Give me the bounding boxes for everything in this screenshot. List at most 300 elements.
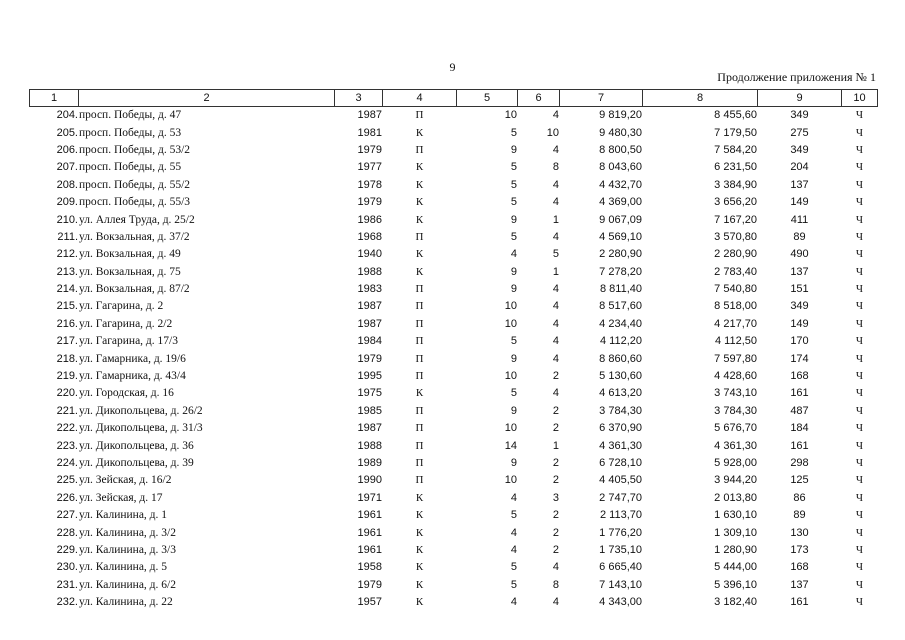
cell-floors: 9 [510,265,517,278]
cell-row-number: 206. [56,143,78,156]
cell-total-area: 8 800,50 [599,143,642,156]
cell-entrances: 10 [546,126,559,139]
cell-row-number: 210. [56,213,78,226]
cell-total-area: 7 143,10 [599,578,642,591]
cell-ownership-type: Ч [855,561,864,574]
cell-row-number: 223. [56,439,78,452]
cell-living-area: 3 784,30 [714,404,757,417]
cell-wall-material: К [415,126,424,139]
cell-living-area: 1 630,10 [714,509,757,522]
cell-floors: 10 [504,109,517,122]
cell-floors: 9 [510,213,517,226]
cell-entrances: 2 [552,370,559,383]
cell-year-built: 1988 [357,265,382,278]
cell-residents: 137 [790,578,809,591]
cell-wall-material: П [415,439,424,452]
cell-total-area: 4 569,10 [599,230,642,243]
column-header: 1 [30,90,79,107]
cell-residents: 275 [790,126,809,139]
cell-wall-material: П [415,335,424,348]
cell-entrances: 3 [552,491,559,504]
cell-living-area: 2 013,80 [714,491,757,504]
cell-living-area: 7 179,50 [714,126,757,139]
cell-row-number: 209. [56,196,78,209]
cell-living-area: 7 597,80 [714,352,757,365]
cell-residents: 349 [790,300,809,313]
cell-address: ул. Гамарника, д. 43/4 [79,370,186,383]
cell-total-area: 9 819,20 [599,109,642,122]
cell-ownership-type: Ч [855,283,864,296]
cell-wall-material: К [415,265,424,278]
column-header: 9 [758,90,842,107]
cell-row-number: 208. [56,178,78,191]
cell-address: ул. Вокзальная, д. 49 [79,248,181,261]
cell-address: ул. Калинина, д. 1 [79,509,168,522]
cell-living-area: 3 656,20 [714,196,757,209]
cell-living-area: 5 928,00 [714,457,757,469]
column-header: 2 [79,90,335,107]
cell-year-built: 1988 [357,439,382,452]
cell-row-number: 224. [56,457,78,469]
cell-row-number: 214. [56,283,78,296]
cell-total-area: 9 480,30 [599,126,642,139]
cell-year-built: 1958 [357,561,382,574]
cell-residents: 137 [790,178,809,191]
cell-ownership-type: Ч [855,404,864,417]
cell-floors: 10 [504,422,517,435]
cell-wall-material: К [415,248,424,261]
cell-row-number: 211. [57,230,78,243]
cell-year-built: 1983 [357,283,382,296]
cell-year-built: 1995 [357,370,382,383]
table-row [30,229,878,246]
cell-row-number: 225. [56,474,78,487]
cell-year-built: 1971 [357,491,382,504]
cell-wall-material: П [415,422,424,435]
cell-ownership-type: Ч [855,439,864,452]
cell-total-area: 2 113,70 [599,509,642,522]
table-row [30,420,878,437]
cell-row-number: 226. [56,491,78,504]
table-row [30,142,878,159]
cell-ownership-type: Ч [855,213,864,226]
cell-year-built: 1987 [357,109,382,122]
cell-row-number: 230. [56,561,78,574]
cell-year-built: 1978 [357,178,382,191]
cell-row-number: 207. [56,161,78,174]
cell-wall-material: К [415,213,424,226]
cell-wall-material: П [415,230,424,243]
cell-floors: 4 [510,491,517,504]
cell-floors: 5 [510,561,517,574]
cell-floors: 5 [510,387,517,400]
cell-address: просп. Победы, д. 47 [79,109,182,122]
cell-floors: 9 [510,457,517,469]
cell-residents: 161 [790,387,809,400]
cell-entrances: 4 [552,178,559,191]
cell-wall-material: К [415,543,424,556]
cell-year-built: 1975 [357,387,382,400]
cell-floors: 14 [504,439,517,452]
cell-ownership-type: Ч [855,387,864,400]
cell-floors: 4 [510,543,517,556]
table-row [30,594,878,611]
cell-ownership-type: Ч [855,230,864,243]
cell-floors: 10 [504,370,517,383]
cell-residents: 130 [790,526,809,539]
cell-row-number: 221. [56,404,78,417]
cell-year-built: 1984 [357,335,382,348]
cell-ownership-type: Ч [855,526,864,539]
cell-address: ул. Калинина, д. 5 [79,561,168,574]
cell-address: ул. Калинина, д. 3/2 [79,526,176,539]
cell-ownership-type: Ч [855,126,864,139]
cell-residents: 125 [790,474,809,487]
cell-address: просп. Победы, д. 53/2 [79,143,191,156]
cell-row-number: 218. [56,352,78,365]
cell-floors: 5 [510,178,517,191]
cell-ownership-type: Ч [855,422,864,435]
cell-address: ул. Вокзальная, д. 87/2 [79,283,190,296]
cell-entrances: 2 [552,509,559,522]
cell-address: ул. Дикопольцева, д. 39 [79,457,194,469]
cell-wall-material: П [415,404,424,417]
cell-wall-material: К [415,509,424,522]
cell-address: ул. Вокзальная, д. 75 [79,265,181,278]
cell-residents: 161 [790,596,809,609]
table-row [30,350,878,367]
table-body [30,107,878,612]
cell-living-area: 3 944,20 [714,474,757,487]
cell-residents: 349 [790,143,809,156]
cell-living-area: 1 280,90 [714,543,757,556]
cell-wall-material: К [415,596,424,609]
cell-ownership-type: Ч [855,143,864,156]
cell-ownership-type: Ч [855,457,864,469]
cell-floors: 9 [510,352,517,365]
cell-year-built: 1987 [357,300,382,313]
cell-floors: 10 [504,317,517,330]
cell-living-area: 3 182,40 [714,596,757,609]
table-row [30,472,878,489]
column-header: 6 [518,90,560,107]
cell-total-area: 4 361,30 [599,439,642,452]
cell-total-area: 1 776,20 [599,526,642,539]
cell-address: просп. Победы, д. 53 [79,126,182,139]
cell-residents: 173 [790,543,809,556]
cell-wall-material: П [415,283,424,296]
cell-year-built: 1940 [357,248,382,261]
cell-total-area: 6 728,10 [599,457,642,469]
cell-entrances: 2 [552,404,559,417]
cell-total-area: 3 784,30 [599,404,642,417]
table-row [30,107,878,125]
table-row [30,194,878,211]
cell-total-area: 4 343,00 [599,596,642,609]
cell-wall-material: П [415,457,424,469]
cell-wall-material: П [415,370,424,383]
cell-year-built: 1989 [357,457,382,469]
cell-floors: 9 [510,143,517,156]
cell-row-number: 227. [56,509,78,522]
cell-residents: 168 [790,370,809,383]
cell-year-built: 1987 [357,317,382,330]
cell-total-area: 7 278,20 [599,265,642,278]
table-row [30,559,878,576]
table-row [30,455,878,472]
cell-entrances: 2 [552,422,559,435]
housing-registry-table [29,89,878,611]
page-number: 9 [449,60,456,74]
cell-ownership-type: Ч [855,265,864,278]
table-row [30,577,878,594]
cell-floors: 10 [504,474,517,487]
cell-entrances: 4 [552,143,559,156]
cell-wall-material: П [415,474,424,487]
cell-wall-material: К [415,491,424,504]
cell-entrances: 4 [552,352,559,365]
cell-address: просп. Победы, д. 55 [79,161,182,174]
cell-total-area: 2 747,70 [599,491,642,504]
cell-residents: 170 [790,335,809,348]
cell-row-number: 212. [56,248,78,261]
cell-residents: 149 [790,317,809,330]
cell-living-area: 1 309,10 [714,526,757,539]
cell-row-number: 231. [56,578,78,591]
cell-ownership-type: Ч [855,509,864,522]
cell-entrances: 4 [552,317,559,330]
cell-residents: 137 [790,265,809,278]
cell-total-area: 4 405,50 [599,474,642,487]
cell-total-area: 2 280,90 [599,248,642,261]
cell-entrances: 2 [552,457,559,469]
cell-living-area: 3 384,90 [714,178,757,191]
cell-floors: 5 [510,578,517,591]
cell-address: ул. Гагарина, д. 17/3 [79,335,178,348]
cell-address: ул. Городская, д. 16 [79,387,174,400]
cell-entrances: 2 [552,526,559,539]
cell-residents: 89 [793,509,806,522]
cell-living-area: 8 518,00 [714,300,757,313]
cell-year-built: 1979 [357,352,382,365]
cell-entrances: 4 [552,196,559,209]
cell-entrances: 4 [552,230,559,243]
cell-residents: 298 [790,457,809,469]
cell-ownership-type: Ч [855,317,864,330]
cell-wall-material: К [415,387,424,400]
cell-residents: 151 [790,283,809,296]
cell-year-built: 1961 [357,526,382,539]
cell-wall-material: К [415,526,424,539]
cell-total-area: 9 067,09 [599,213,642,226]
cell-ownership-type: Ч [855,596,864,609]
cell-row-number: 216. [56,317,78,330]
cell-floors: 10 [504,300,517,313]
cell-living-area: 5 676,70 [714,422,757,435]
cell-row-number: 222. [56,422,78,435]
cell-wall-material: К [415,196,424,209]
cell-address: ул. Калинина, д. 6/2 [79,578,176,591]
cell-address: ул. Дикопольцева, д. 36 [79,439,194,452]
cell-ownership-type: Ч [855,335,864,348]
cell-ownership-type: Ч [855,161,864,174]
cell-residents: 168 [790,561,809,574]
cell-entrances: 1 [552,265,559,278]
cell-address: ул. Дикопольцева, д. 26/2 [79,404,203,417]
cell-ownership-type: Ч [855,352,864,365]
table-row [30,333,878,350]
cell-year-built: 1961 [357,543,382,556]
cell-residents: 89 [793,230,806,243]
table-row [30,437,878,454]
cell-ownership-type: Ч [855,543,864,556]
cell-address: ул. Гамарника, д. 19/6 [79,352,186,365]
cell-living-area: 4 361,30 [714,439,757,452]
cell-wall-material: П [415,109,424,122]
cell-entrances: 2 [552,474,559,487]
cell-address: ул. Калинина, д. 22 [79,596,173,609]
cell-entrances: 5 [552,248,559,261]
cell-living-area: 5 396,10 [714,578,757,591]
table-row [30,246,878,263]
cell-total-area: 8 043,60 [599,161,642,174]
table-row [30,264,878,281]
cell-entrances: 4 [552,300,559,313]
column-header: 3 [335,90,383,107]
cell-entrances: 4 [552,596,559,609]
cell-residents: 204 [790,161,809,174]
cell-wall-material: П [415,352,424,365]
cell-row-number: 217. [56,335,78,348]
cell-entrances: 2 [552,543,559,556]
cell-floors: 9 [510,404,517,417]
cell-wall-material: К [415,161,424,174]
cell-living-area: 5 444,00 [714,561,757,574]
cell-wall-material: К [415,178,424,191]
cell-ownership-type: Ч [855,300,864,313]
cell-row-number: 213. [56,265,78,278]
cell-entrances: 4 [552,561,559,574]
cell-year-built: 1979 [357,196,382,209]
column-header: 8 [643,90,758,107]
cell-address: просп. Победы, д. 55/3 [79,196,191,209]
cell-year-built: 1961 [357,509,382,522]
cell-floors: 5 [510,230,517,243]
cell-entrances: 4 [552,335,559,348]
cell-living-area: 3 570,80 [714,230,757,243]
column-header: 5 [457,90,518,107]
cell-ownership-type: Ч [855,491,864,504]
cell-entrances: 4 [552,387,559,400]
cell-total-area: 8 517,60 [599,300,642,313]
table-row [30,316,878,333]
cell-living-area: 7 584,20 [714,143,757,156]
cell-address: ул. Зейская, д. 16/2 [79,474,172,487]
cell-total-area: 4 234,40 [599,317,642,330]
cell-floors: 5 [510,509,517,522]
cell-total-area: 8 811,40 [599,283,642,296]
table-header-row [30,90,878,107]
cell-residents: 161 [790,439,809,452]
cell-address: ул. Аллея Труда, д. 25/2 [79,213,195,226]
cell-floors: 5 [510,196,517,209]
cell-floors: 5 [510,126,517,139]
table-row [30,542,878,559]
cell-address: ул. Зейская, д. 17 [79,491,163,504]
cell-ownership-type: Ч [855,178,864,191]
cell-living-area: 4 217,70 [714,317,757,330]
cell-floors: 4 [510,526,517,539]
table-row [30,403,878,420]
cell-row-number: 229. [56,543,78,556]
column-header: 7 [560,90,643,107]
cell-floors: 9 [510,283,517,296]
cell-floors: 5 [510,335,517,348]
cell-total-area: 4 369,00 [599,196,642,209]
cell-ownership-type: Ч [855,109,864,122]
cell-floors: 4 [510,596,517,609]
cell-row-number: 232. [56,596,78,609]
cell-year-built: 1987 [357,422,382,435]
cell-living-area: 2 280,90 [714,248,757,261]
cell-row-number: 204. [56,109,78,122]
cell-residents: 487 [790,404,809,417]
cell-ownership-type: Ч [855,578,864,591]
column-header: 10 [842,90,878,107]
column-header: 4 [383,90,457,107]
table-row [30,524,878,541]
cell-year-built: 1986 [357,213,382,226]
cell-year-built: 1981 [357,126,382,139]
cell-living-area: 4 428,60 [714,370,757,383]
cell-total-area: 8 860,60 [599,352,642,365]
table-row [30,281,878,298]
cell-address: ул. Вокзальная, д. 37/2 [79,230,190,243]
table-row [30,490,878,507]
table-row [30,177,878,194]
appendix-continuation-note: Продолжение приложения № 1 [717,70,876,84]
cell-residents: 149 [790,196,809,209]
cell-entrances: 1 [552,439,559,452]
table-row [30,507,878,524]
cell-row-number: 215. [56,300,78,313]
cell-entrances: 8 [552,578,559,591]
cell-address: ул. Дикопольцева, д. 31/3 [79,422,203,435]
cell-living-area: 4 112,50 [714,335,757,348]
cell-living-area: 3 743,10 [714,387,757,400]
cell-entrances: 4 [552,283,559,296]
table-row [30,124,878,141]
cell-total-area: 4 432,70 [599,178,642,191]
table-row [30,159,878,176]
cell-row-number: 220. [56,387,78,400]
cell-total-area: 6 665,40 [599,561,642,574]
cell-year-built: 1985 [357,404,382,417]
cell-address: ул. Гагарина, д. 2 [79,300,164,313]
table-row [30,211,878,228]
cell-address: просп. Победы, д. 55/2 [79,178,191,191]
cell-year-built: 1979 [357,578,382,591]
cell-year-built: 1968 [357,230,382,243]
cell-ownership-type: Ч [855,196,864,209]
cell-ownership-type: Ч [855,370,864,383]
cell-entrances: 1 [552,213,559,226]
cell-address: ул. Калинина, д. 3/3 [79,543,176,556]
table-row [30,298,878,315]
cell-row-number: 228. [56,526,78,539]
cell-wall-material: П [415,317,424,330]
cell-residents: 86 [793,491,806,504]
